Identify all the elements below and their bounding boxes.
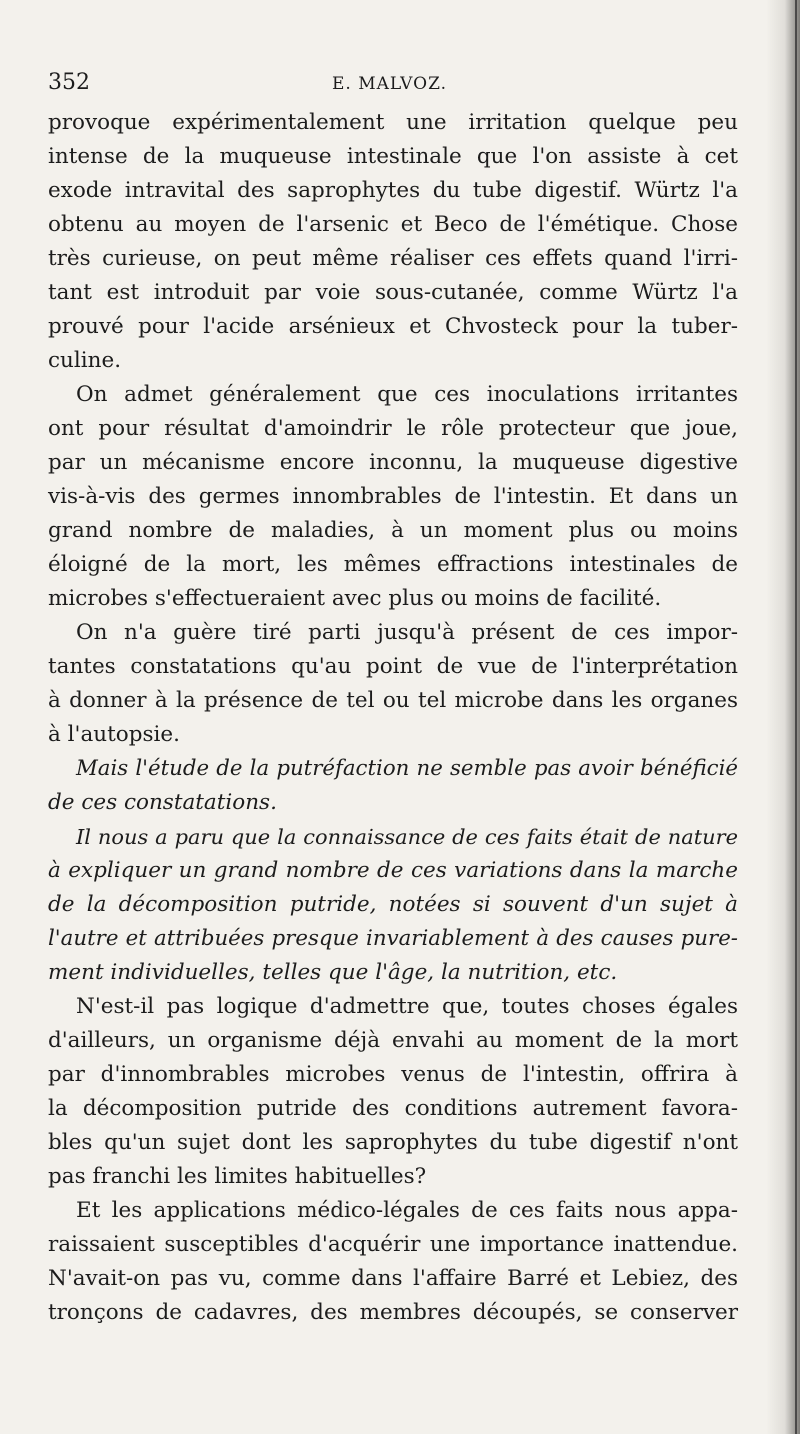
text-line: tronçons de cadavres, des membres découpés, se conserver <box>48 1300 738 1325</box>
text-line: à l'autopsie. <box>48 722 180 747</box>
page-header <box>48 70 738 100</box>
text-line: pas franchi les limites habituelles? <box>48 1164 427 1189</box>
page-number: 352 <box>48 70 90 95</box>
text-line: tant est introduit par voie sous-cutanée, comme Würtz l'a <box>48 280 738 305</box>
text-line: tantes constatations qu'au point de vue de l'interprétation <box>48 654 738 679</box>
text-line: On n'a guère tiré parti jusqu'à présent de ces impor- <box>76 620 738 645</box>
text-line: prouvé pour l'acide arsénieux et Chvosteck pour la tuber- <box>48 314 738 339</box>
text-line: obtenu au moyen de l'arsenic et Beco de l'émétique. Chose <box>48 212 738 237</box>
text-line: Et les applications médico-légales de ces faits nous appa- <box>76 1198 738 1223</box>
text-line-italic: Mais l'étude de la putréfaction ne semble pas avoir bénéficié <box>76 756 738 781</box>
text-line-italic: ment individuelles, telles que l'âge, la nutrition, etc. <box>48 960 618 985</box>
text-body <box>48 106 738 1330</box>
text-line: microbes s'effectueraient avec plus ou moins de facilité. <box>48 586 662 611</box>
text-line: bles qu'un sujet dont les saprophytes du tube digestif n'ont <box>48 1130 738 1155</box>
text-line: ont pour résultat d'amoindrir le rôle protecteur que joue, <box>48 416 738 441</box>
text-line: exode intravital des saprophytes du tube digestif. Würtz l'a <box>48 178 738 203</box>
text-line-italic: à expliquer un grand nombre de ces variations dans la marche <box>48 858 738 883</box>
text-line: On admet généralement que ces inoculations irritantes <box>76 382 738 407</box>
text-line: éloigné de la mort, les mêmes effractions intestinales de <box>48 552 738 577</box>
text-line-italic: Il nous a paru que la connaissance de ces faits était de nature <box>76 825 738 849</box>
text-line: très curieuse, on peut même réaliser ces effets quand l'irri- <box>48 246 738 271</box>
text-line: provoque expérimentalement une irritation quelque peu <box>48 110 738 135</box>
text-line: par un mécanisme encore inconnu, la muqueuse digestive <box>48 450 738 475</box>
text-line: vis-à-vis des germes innombrables de l'intestin. Et dans un <box>48 484 738 509</box>
text-line: par d'innombrables microbes venus de l'intestin, offrira à <box>48 1062 738 1087</box>
running-head: E. MALVOZ. <box>332 74 448 94</box>
text-line: la décomposition putride des conditions autrement favora- <box>48 1096 738 1121</box>
text-line: raissaient susceptibles d'acquérir une importance inattendue. <box>48 1232 738 1257</box>
text-line: à donner à la présence de tel ou tel microbe dans les organes <box>48 688 738 713</box>
text-line: d'ailleurs, un organisme déjà envahi au moment de la mort <box>48 1028 738 1053</box>
page-edge-line <box>795 0 797 1434</box>
text-line: intense de la muqueuse intestinale que l'on assiste à cet <box>48 144 738 169</box>
text-line: grand nombre de maladies, à un moment plus ou moins <box>48 518 738 543</box>
text-line: N'est-il pas logique d'admettre que, toutes choses égales <box>76 994 738 1019</box>
text-line-italic: de la décomposition putride, notées si souvent d'un sujet à <box>48 892 738 917</box>
text-line: N'avait-on pas vu, comme dans l'affaire Barré et Lebiez, des <box>48 1266 738 1291</box>
text-line: culine. <box>48 348 122 373</box>
text-line-italic: de ces constatations. <box>48 790 277 815</box>
text-line-italic: l'autre et attribuées presque invariablement à des causes pure- <box>48 926 738 951</box>
